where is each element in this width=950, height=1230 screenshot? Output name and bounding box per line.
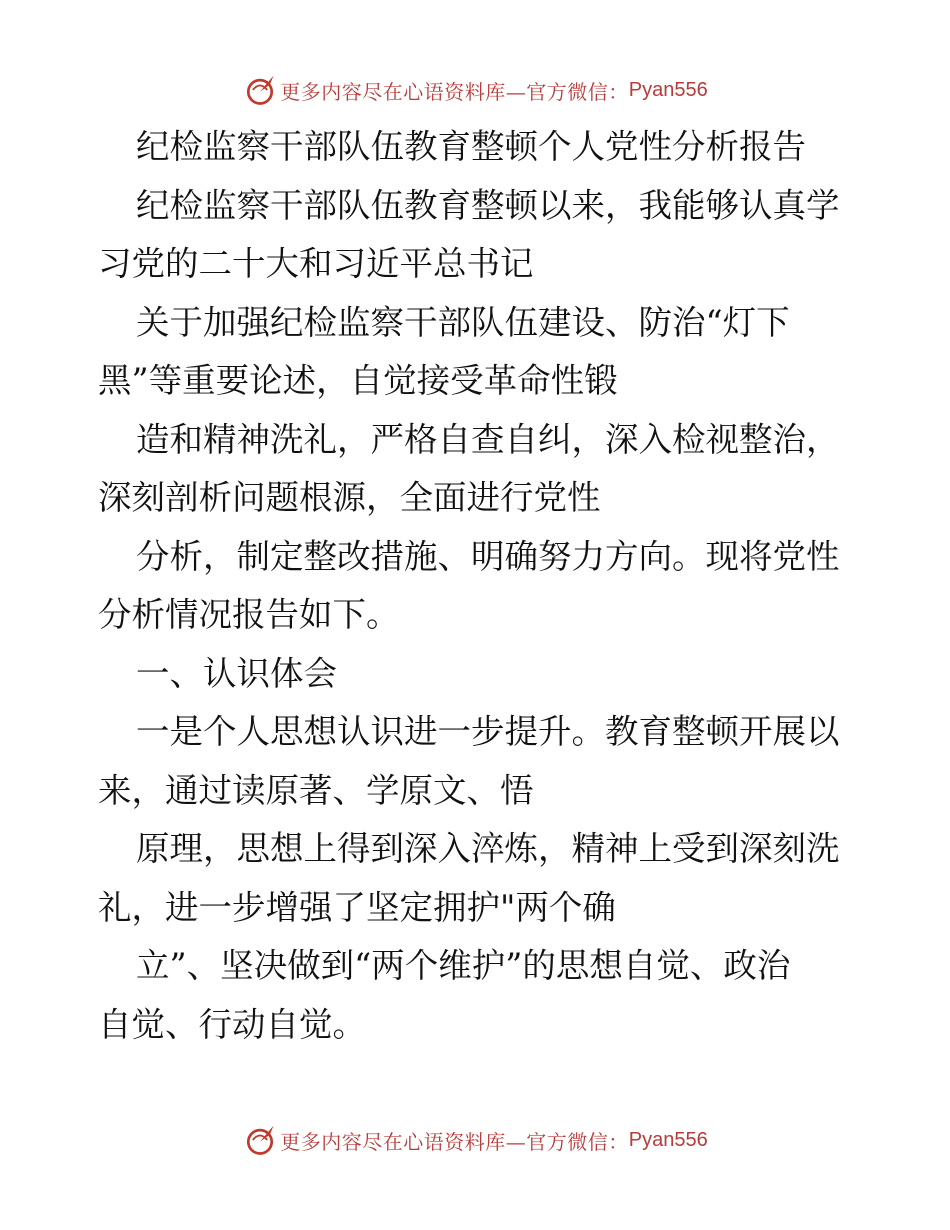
paragraph-line: 习党的二十大和习近平总书记 bbox=[98, 244, 534, 283]
paragraph-line: 礼，进一步增强了坚定拥护"两个确 bbox=[98, 887, 616, 927]
watermark-text: 更多内容尽在心语资料库—官方微信： bbox=[280, 1129, 629, 1154]
paragraph-line: 分析，制定整改措施、明确努力方向。现将党性 bbox=[136, 536, 840, 576]
quill-logo-icon bbox=[242, 1122, 278, 1158]
paragraph-line: 立”、坚决做到“两个维护”的思想自觉、政治 bbox=[136, 946, 791, 985]
paragraph-line: 来，通过读原著、学原文、悟 bbox=[98, 770, 534, 810]
paragraph-line: 深刻剖析问题根源，全面进行党性 bbox=[98, 478, 601, 517]
watermark-banner-top bbox=[0, 70, 950, 110]
paragraph-line: 纪检监察干部队伍教育整顿以来，我能够认真学 bbox=[136, 185, 840, 225]
watermark-wechat-id: Pyan556 bbox=[628, 78, 708, 101]
paragraph-line: 原理，思想上得到深入淬炼，精神上受到深刻洗 bbox=[136, 829, 840, 868]
section-heading: 一、认识体会 bbox=[136, 653, 337, 693]
paragraph-line: 造和精神洗礼，严格自查自纠，深入检视整治， bbox=[136, 419, 840, 459]
quill-logo-icon bbox=[242, 72, 278, 108]
watermark-wechat-id: Pyan556 bbox=[628, 1128, 708, 1151]
document-title: 纪检监察干部队伍教育整顿个人党性分析报告 bbox=[136, 127, 806, 166]
watermark-text: 更多内容尽在心语资料库—官方微信： bbox=[280, 79, 629, 104]
paragraph-line: 黑”等重要论述，自觉接受革命性锻 bbox=[98, 361, 618, 400]
paragraph-line: 关于加强纪检监察干部队伍建设、防治“灯下 bbox=[136, 302, 790, 342]
watermark-banner-bottom bbox=[0, 1120, 950, 1160]
document-body bbox=[98, 118, 858, 1054]
paragraph-line: 自觉、行动自觉。 bbox=[98, 1004, 366, 1044]
paragraph-line: 分析情况报告如下。 bbox=[98, 595, 400, 634]
paragraph-line: 一是个人思想认识进一步提升。教育整顿开展以 bbox=[136, 712, 840, 751]
